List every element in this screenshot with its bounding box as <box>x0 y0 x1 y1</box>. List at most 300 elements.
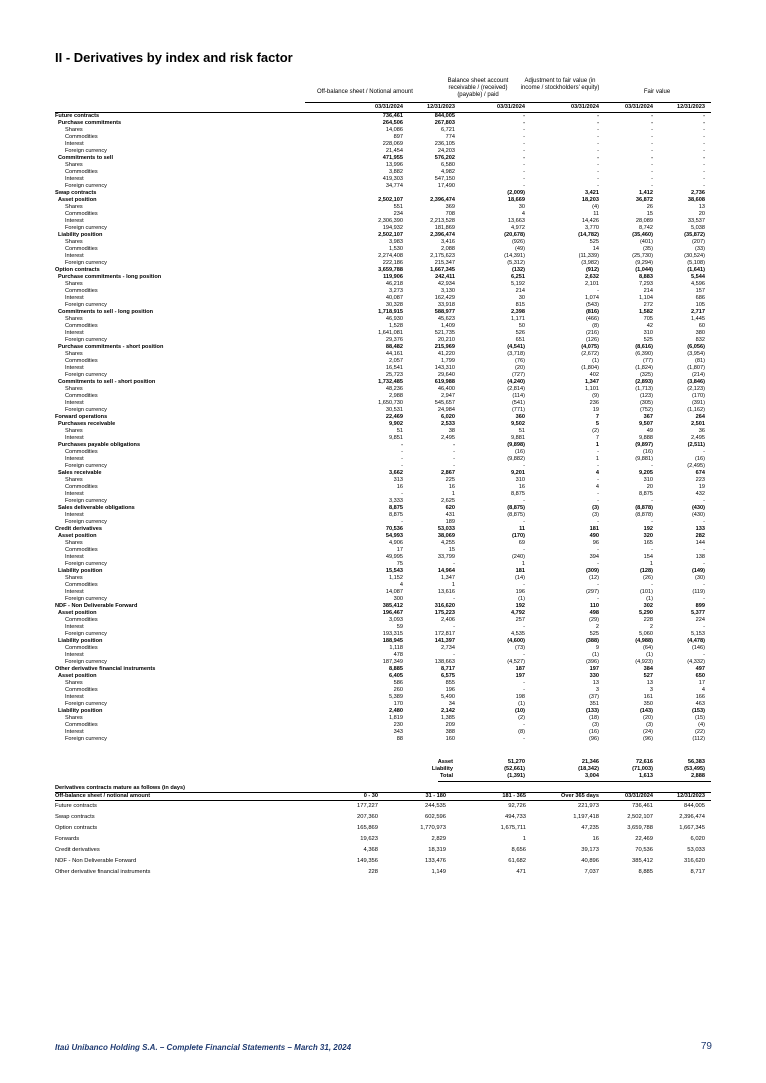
table-row <box>55 673 711 680</box>
table-row <box>55 484 711 491</box>
row-label: Shares <box>65 316 83 322</box>
table-row <box>55 218 711 225</box>
row-value: 1,101 <box>585 386 599 392</box>
row-value: 2,502,107 <box>378 197 403 203</box>
row-value: 1 <box>595 456 599 462</box>
row-value: 3,983 <box>389 239 403 245</box>
maturity-header <box>55 793 711 800</box>
row-value: - <box>703 148 705 154</box>
header-date: 12/31/2023 <box>427 104 455 110</box>
row-label: Commodities <box>65 358 98 364</box>
row-value: (77) <box>643 358 653 364</box>
total-value: 51,270 <box>507 759 525 765</box>
row-value: 30,531 <box>385 407 403 413</box>
row-value: 360 <box>515 414 525 420</box>
row-value: 46,218 <box>385 281 403 287</box>
row-value: (2,893) <box>635 379 653 385</box>
table-row <box>55 449 711 456</box>
table-row <box>55 197 711 204</box>
row-value: 7,293 <box>639 281 653 287</box>
row-value: 2 <box>595 624 599 630</box>
row-value: 5,060 <box>639 631 653 637</box>
row-value: 13 <box>646 680 653 686</box>
row-label: Commodities <box>65 169 98 175</box>
row-value: 2,501 <box>691 421 705 427</box>
row-value: 7 <box>595 435 599 441</box>
row-value: 222,186 <box>382 260 403 266</box>
row-value: - <box>453 442 455 448</box>
row-value: (22) <box>695 729 705 735</box>
row-label: Commitments to sell <box>58 155 114 161</box>
row-value: (126) <box>585 337 599 343</box>
row-value: 2,101 <box>585 281 599 287</box>
header-fair-value: Fair value <box>643 89 671 95</box>
row-value: - <box>651 176 653 182</box>
row-value: 1 <box>451 582 455 588</box>
row-value: (26) <box>643 575 653 581</box>
row-value: 2,142 <box>441 708 455 714</box>
row-label: Foreign currency <box>65 302 107 308</box>
table-row <box>55 554 711 561</box>
row-value: (153) <box>691 708 705 714</box>
row-label: Interest <box>65 141 84 147</box>
maturity-row-value: 8,885 <box>638 869 653 875</box>
table-row <box>55 505 711 512</box>
row-value: 260 <box>393 687 403 693</box>
row-value: 367 <box>643 414 653 420</box>
row-value: - <box>651 547 653 553</box>
row-value: 51 <box>518 428 525 434</box>
row-value: 187,349 <box>382 659 403 665</box>
row-value: 15,543 <box>385 568 403 574</box>
row-value: 166 <box>695 694 705 700</box>
maturity-row-value: 2,396,474 <box>679 814 705 820</box>
row-value: - <box>523 680 525 686</box>
row-label: Shares <box>65 386 83 392</box>
row-value: - <box>703 624 705 630</box>
row-label: Asset position <box>58 673 97 679</box>
row-value: (20) <box>643 715 653 721</box>
row-value: - <box>453 456 455 462</box>
row-value: (8,878) <box>635 505 653 511</box>
row-label: Commitments to sell - long position <box>58 309 154 315</box>
row-value: (8) <box>518 729 525 735</box>
row-value: 18,669 <box>507 197 525 203</box>
table-row <box>55 169 711 176</box>
row-value: 36 <box>698 428 705 434</box>
row-value: (543) <box>585 302 599 308</box>
maturity-row-value: 47,235 <box>581 825 599 831</box>
table-row <box>55 631 711 638</box>
table-row <box>55 148 711 155</box>
row-value: 110 <box>589 603 599 609</box>
row-value: - <box>651 519 653 525</box>
maturity-row <box>55 801 711 812</box>
row-value: 2,213,528 <box>430 218 455 224</box>
row-value: 351 <box>589 701 599 707</box>
row-value: - <box>523 134 525 140</box>
row-value: 619,988 <box>434 379 455 385</box>
row-label: Interest <box>65 330 84 336</box>
maturity-row-value: 133,476 <box>425 858 446 864</box>
table-row <box>55 414 711 421</box>
row-value: - <box>523 113 525 119</box>
row-value: (12) <box>589 575 599 581</box>
row-value: 313 <box>393 477 403 483</box>
row-label: Interest <box>65 652 84 658</box>
row-value: 7 <box>595 414 599 420</box>
row-value: - <box>523 687 525 693</box>
row-value: 228,069 <box>382 141 403 147</box>
row-value: 119,906 <box>383 274 403 280</box>
maturity-row-label: NDF - Non Deliverable Forward <box>55 858 137 864</box>
row-value: (4,527) <box>507 659 525 665</box>
maturity-row-value: 40,896 <box>581 858 599 864</box>
table-row <box>55 547 711 554</box>
row-value: - <box>597 176 599 182</box>
row-value: 4 <box>595 484 599 490</box>
row-value: (2,814) <box>507 386 525 392</box>
total-label: Total <box>440 773 453 779</box>
maturity-row-value: 471 <box>516 869 526 875</box>
row-value: 223 <box>695 477 705 483</box>
row-label: Foreign currency <box>65 407 107 413</box>
row-value: (3) <box>646 722 653 728</box>
row-value: - <box>597 582 599 588</box>
row-value: 384 <box>643 666 653 672</box>
row-value: 302 <box>643 603 653 609</box>
row-label: Interest <box>65 435 84 441</box>
row-value: (10) <box>515 708 525 714</box>
row-value: (1,713) <box>635 386 653 392</box>
row-value: (132) <box>511 267 525 273</box>
row-value: 5,389 <box>389 694 403 700</box>
row-label: Shares <box>65 239 83 245</box>
table-row <box>55 666 711 673</box>
total-value: (1,391) <box>507 773 525 779</box>
row-value: 316,620 <box>434 603 455 609</box>
row-value: (8,878) <box>635 512 653 518</box>
table-row <box>55 134 711 141</box>
row-value: 1,650,730 <box>378 400 403 406</box>
row-label: Forward operations <box>55 414 108 420</box>
row-value: 16 <box>518 484 525 490</box>
row-value: 20 <box>698 211 705 217</box>
row-value: 51 <box>396 428 403 434</box>
header-date: 12/31/2023 <box>677 104 705 110</box>
row-value: 674 <box>695 470 705 476</box>
row-value: (3) <box>592 722 599 728</box>
row-value: 189 <box>445 519 455 525</box>
maturity-row-value: 736,461 <box>632 803 653 809</box>
table-row <box>55 386 711 393</box>
row-label: Purchases receivable <box>58 421 116 427</box>
row-value: 3,659,788 <box>378 267 403 273</box>
row-value: 11 <box>519 526 525 532</box>
row-value: - <box>453 652 455 658</box>
row-value: - <box>523 624 525 630</box>
maturity-row-value: 244,535 <box>425 803 446 809</box>
table-row <box>55 246 711 253</box>
header-date: 03/31/2024 <box>375 104 403 110</box>
row-value: 2,632 <box>585 274 599 280</box>
header-rule-top <box>305 102 711 103</box>
row-value: (114) <box>512 393 525 399</box>
row-value: 45,623 <box>437 316 455 322</box>
row-value: 815 <box>515 302 525 308</box>
row-value: 708 <box>445 211 455 217</box>
row-value: (14,391) <box>504 253 525 259</box>
row-value: 15 <box>448 547 455 553</box>
row-value: 196,467 <box>382 610 403 616</box>
row-value: - <box>703 155 705 161</box>
row-label: Commodities <box>65 323 98 329</box>
row-value: (1,162) <box>687 407 705 413</box>
table-row <box>55 652 711 659</box>
row-value: (16) <box>643 449 653 455</box>
maturity-row-value: 1,770,973 <box>420 825 446 831</box>
table-row <box>55 141 711 148</box>
table-row <box>55 127 711 134</box>
row-value: 264 <box>695 414 705 420</box>
row-label: Interest <box>65 624 84 630</box>
total-value: (53,495) <box>684 766 705 772</box>
row-value: (1) <box>518 596 525 602</box>
row-value: (24) <box>643 729 653 735</box>
row-value: - <box>597 491 599 497</box>
row-value: - <box>597 113 599 119</box>
maturity-row-label: Swap contracts <box>55 814 95 820</box>
row-value: - <box>703 176 705 182</box>
total-value: 1,613 <box>639 773 653 779</box>
row-value: 75 <box>396 561 403 567</box>
row-value: (4,075) <box>581 344 599 350</box>
row-value: 46,930 <box>385 316 403 322</box>
row-value: (11,339) <box>578 253 599 259</box>
table-row <box>55 736 711 743</box>
row-value: (2,009) <box>507 190 525 196</box>
row-label: Commodities <box>65 645 98 651</box>
table-row <box>55 323 711 330</box>
row-value: - <box>523 148 525 154</box>
row-value: 5 <box>595 421 599 427</box>
row-value: (20,678) <box>504 232 525 238</box>
row-value: (5,312) <box>507 260 525 266</box>
maturity-row <box>55 867 711 878</box>
row-value: (771) <box>511 407 525 413</box>
row-value: 8,883 <box>639 274 653 280</box>
row-value: - <box>523 127 525 133</box>
row-value: 897 <box>393 134 403 140</box>
maturity-row-value: 149,356 <box>357 858 378 864</box>
row-value: 1,528 <box>389 323 403 329</box>
row-value: (8) <box>592 323 599 329</box>
header-adjustment: Adjustment to fair value (in income / stockholders' equity) <box>520 78 600 91</box>
maturity-row-value: 61,682 <box>508 858 526 864</box>
row-value: - <box>523 176 525 182</box>
row-label: Shares <box>65 351 83 357</box>
row-value: 402 <box>589 372 599 378</box>
row-value: (14,782) <box>578 232 599 238</box>
row-value: 49 <box>646 428 653 434</box>
row-value: 525 <box>589 239 599 245</box>
maturity-row-value: 385,412 <box>632 858 653 864</box>
table-row <box>55 680 711 687</box>
row-value: 38,069 <box>437 533 455 539</box>
row-value: 192 <box>515 603 525 609</box>
row-label: Shares <box>65 162 83 168</box>
row-value: 3,130 <box>441 288 455 294</box>
table-row <box>55 729 711 736</box>
row-value: 2,734 <box>441 645 455 651</box>
row-value: (133) <box>585 708 599 714</box>
row-value: 385,412 <box>382 603 403 609</box>
row-label: Future contracts <box>55 113 100 119</box>
row-value: 17 <box>396 547 403 553</box>
row-label: Interest <box>65 253 84 259</box>
row-label: Shares <box>65 575 83 581</box>
row-value: 22,469 <box>385 414 403 420</box>
row-value: 161 <box>643 694 653 700</box>
row-value: 6,020 <box>441 414 455 420</box>
row-value: 2,533 <box>441 421 455 427</box>
row-value: 33,918 <box>437 302 455 308</box>
maturity-header-cell: 31 - 180 <box>425 793 446 799</box>
row-value: 547,150 <box>434 176 455 182</box>
header-date: 03/31/2024 <box>571 104 599 110</box>
row-value: (14) <box>515 575 525 581</box>
row-value: 3,416 <box>441 239 455 245</box>
row-label: Liability position <box>58 232 103 238</box>
table-row <box>55 400 711 407</box>
row-value: 215,347 <box>434 260 455 266</box>
maturity-row-value: 18,319 <box>428 847 446 853</box>
row-value: 24,984 <box>437 407 455 413</box>
row-value: - <box>703 547 705 553</box>
row-value: - <box>703 162 705 168</box>
row-value: 267,803 <box>434 120 455 126</box>
row-value: 5,490 <box>441 694 455 700</box>
maturity-row-value: 844,005 <box>684 803 705 809</box>
row-value: (466) <box>585 316 599 322</box>
table-row <box>55 337 711 344</box>
row-value: 42,934 <box>437 281 455 287</box>
row-value: (18) <box>589 715 599 721</box>
row-value: (8,875) <box>507 512 525 518</box>
row-value: - <box>703 141 705 147</box>
row-label: Shares <box>65 477 83 483</box>
row-value: - <box>651 148 653 154</box>
row-value: (305) <box>639 400 653 406</box>
row-value: 551 <box>393 204 403 210</box>
maturity-row-value: 1,667,345 <box>679 825 705 831</box>
row-value: - <box>597 141 599 147</box>
row-value: 59 <box>396 624 403 630</box>
row-value: 1,412 <box>639 190 653 196</box>
row-value: 855 <box>445 680 455 686</box>
row-value: 29,376 <box>385 337 403 343</box>
maturity-row-value: 1,675,711 <box>500 825 526 831</box>
row-value: 215,969 <box>434 344 455 350</box>
row-value: (170) <box>691 393 705 399</box>
row-value: 29,640 <box>437 372 455 378</box>
row-value: - <box>703 183 705 189</box>
row-value: - <box>651 463 653 469</box>
row-value: 774 <box>445 134 455 140</box>
row-value: 498 <box>589 610 599 616</box>
row-value: 3 <box>649 687 653 693</box>
table-row <box>55 309 711 316</box>
row-value: - <box>651 162 653 168</box>
table-row <box>55 204 711 211</box>
row-value: 42 <box>646 323 653 329</box>
row-value: (16) <box>515 449 525 455</box>
row-value: 9,201 <box>511 470 525 476</box>
maturity-header-cell: 12/31/2023 <box>677 793 705 799</box>
maturity-row-value: 602,596 <box>425 814 446 820</box>
total-value: 2,888 <box>691 773 705 779</box>
row-value: (1,807) <box>687 365 705 371</box>
row-value: (119) <box>692 589 705 595</box>
row-value: 46,400 <box>437 386 455 392</box>
row-value: 736,461 <box>382 113 403 119</box>
table-row <box>55 624 711 631</box>
table-row <box>55 351 711 358</box>
table-row <box>55 659 711 666</box>
row-value: 526 <box>515 330 525 336</box>
row-value: 36,872 <box>635 197 653 203</box>
row-value: 13 <box>698 204 705 210</box>
row-label: Foreign currency <box>65 225 107 231</box>
table-row <box>55 463 711 470</box>
row-value: (401) <box>639 239 653 245</box>
row-value: - <box>703 113 705 119</box>
row-value: (3) <box>592 512 599 518</box>
row-value: 175,223 <box>434 610 455 616</box>
row-label: Commodities <box>65 211 98 217</box>
row-value: (926) <box>511 239 525 245</box>
row-value: - <box>651 141 653 147</box>
row-value: (9,881) <box>635 456 653 462</box>
maturity-row-value: 22,469 <box>635 836 653 842</box>
row-value: (35,460) <box>632 232 653 238</box>
row-label: Foreign currency <box>65 148 107 154</box>
row-value: - <box>597 596 599 602</box>
row-value: - <box>523 652 525 658</box>
row-value: 33,799 <box>437 554 455 560</box>
table-row <box>55 512 711 519</box>
row-value: 157 <box>695 288 705 294</box>
maturity-row-label: Forwards <box>55 836 80 842</box>
row-value: 14,087 <box>385 589 403 595</box>
row-value: 2,396,474 <box>430 232 455 238</box>
row-value: 264,506 <box>382 120 403 126</box>
row-value: (2,495) <box>687 463 705 469</box>
row-value: (3) <box>592 505 599 511</box>
row-value: 9,902 <box>389 421 403 427</box>
row-label: Shares <box>65 680 83 686</box>
table-row <box>55 288 711 295</box>
table-row <box>55 498 711 505</box>
row-label: Shares <box>65 428 83 434</box>
table-row <box>55 379 711 386</box>
row-value: (64) <box>643 645 653 651</box>
table-row <box>55 211 711 218</box>
row-label: Foreign currency <box>65 337 107 343</box>
maturity-row <box>55 856 711 867</box>
row-value: - <box>597 155 599 161</box>
totals-rule <box>438 781 711 782</box>
